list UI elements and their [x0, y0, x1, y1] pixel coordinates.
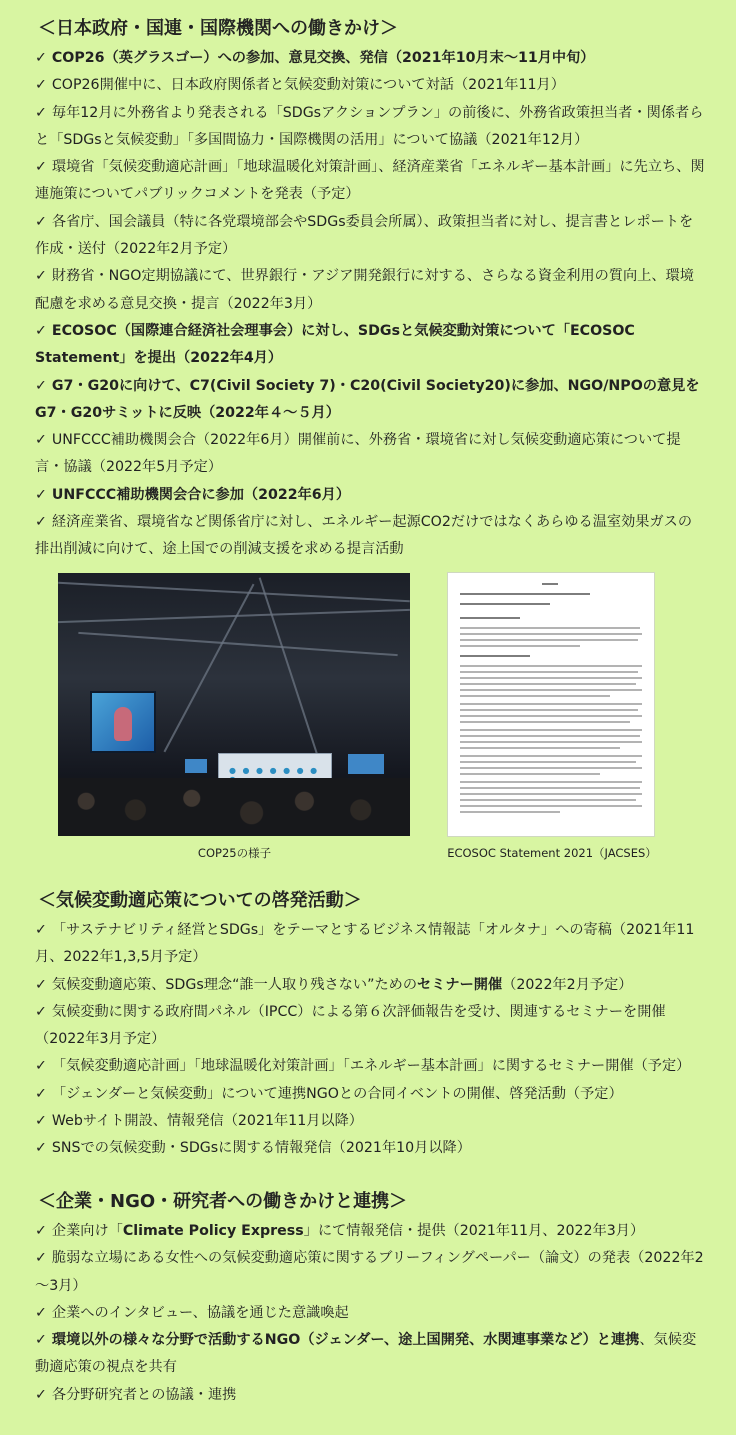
- item-text: 「気候変動適応計画」「地球温暖化対策計画」「エネルギー基本計画」に関するセミナー開催（予定）: [51, 1058, 691, 1075]
- list-item: [35, 482, 705, 509]
- list-item: [35, 209, 705, 264]
- check-icon: ✓: [35, 486, 47, 503]
- item-text-post: 、気候変動適応策の視点を共有: [35, 1332, 697, 1376]
- list-item: [35, 263, 705, 318]
- list-item: [35, 917, 705, 972]
- item-text: G7・G20に向けて、C7(Civil Society 7)・C20(Civil Society20)に参加、NGO/NPOの意見をG7・G20サミットに反映（2022年４～５月）: [35, 377, 700, 421]
- photo-caption: COP25の様子: [197, 846, 272, 860]
- check-icon: ✓: [35, 514, 47, 531]
- list-item: [35, 1327, 705, 1382]
- check-icon: ✓: [35, 1332, 47, 1349]
- item-text: UNFCCC補助機関会合（2022年6月）開催前に、外務省・環境省に対し気候変動適応策について提言・協議（2022年5月予定）: [35, 432, 681, 476]
- list-item: [35, 154, 705, 209]
- list-item: [35, 999, 705, 1054]
- check-icon: ✓: [35, 1085, 47, 1102]
- list-item: [35, 1245, 705, 1300]
- document-caption: ECOSOC Statement 2021（JACSES）: [447, 846, 657, 860]
- item-text-post: 」にて情報発信・提供（2021年11月、2022年3月）: [303, 1223, 645, 1239]
- list-item: [35, 972, 705, 999]
- section-awareness-activities: [35, 889, 705, 1163]
- item-text: 「サステナビリティ経営とSDGs」をテーマとするビジネス情報誌「オルタナ」への寄稿（2021年11月、2022年1,3,5月予定）: [35, 922, 695, 966]
- item-text: UNFCCC補助機関会合に参加（2022年6月）: [51, 486, 351, 503]
- item-text: 各省庁、国会議員（特に各党環境部会やSDGs委員会所属）、政策担当者に対し、提言書とレポートを作成・送付（2022年2月予定）: [35, 213, 694, 258]
- check-icon: ✓: [35, 1003, 47, 1020]
- check-icon: ✓: [35, 268, 47, 285]
- check-icon: ✓: [35, 1058, 47, 1075]
- item-text-pre: 企業向け「: [51, 1223, 123, 1239]
- item-text: COP26（英グラスゴー）への参加、意見交換、発信（2021年10月末〜11月中旬）: [51, 50, 595, 66]
- item-text-strong: セミナー開催: [417, 976, 503, 993]
- list-item: [35, 318, 705, 373]
- check-icon: ✓: [35, 159, 47, 176]
- item-text-post: （2022年2月予定）: [502, 976, 633, 993]
- section-government-outreach: [35, 17, 705, 564]
- item-text: ECOSOC（国際連合経済社会理事会）に対し、SDGsと気候変動対策について「ECOSOC Statement」を提出（2022年4月）: [35, 322, 635, 367]
- check-icon: ✓: [35, 1304, 47, 1321]
- item-list: [35, 917, 705, 1163]
- item-text: 毎年12月に外務省より発表される「SDGsアクションプラン」の前後に、外務省政策担当者・関係者らと「SDGsと気候変動」「多国間協力・国際機関の活用」について協議（2021年12月）: [35, 104, 704, 148]
- list-item: [35, 45, 705, 72]
- list-item: [35, 1218, 705, 1245]
- statement-document-thumbnail: [448, 573, 654, 836]
- check-icon: ✓: [35, 1140, 47, 1157]
- list-item: [35, 1382, 705, 1409]
- check-icon: ✓: [35, 1113, 47, 1130]
- item-list: [35, 1218, 705, 1409]
- section-partnerships: [35, 1190, 705, 1409]
- list-item: [35, 1053, 705, 1080]
- list-item: [35, 373, 705, 428]
- check-icon: ✓: [35, 377, 47, 394]
- check-icon: ✓: [35, 1223, 47, 1239]
- item-text-strong: Climate Policy Express: [122, 1223, 304, 1239]
- check-icon: ✓: [35, 213, 47, 230]
- check-icon: ✓: [35, 322, 47, 339]
- item-list: [35, 45, 705, 564]
- section-heading: ＜気候変動適応策についての啓発活動＞: [38, 890, 362, 911]
- item-text-strong: 環境以外の様々な分野で活動するNGO（ジェンダー、途上国開発、水関連事業など）と連携: [51, 1332, 640, 1349]
- section-heading: ＜日本政府・国連・国際機関への働きかけ＞: [38, 18, 398, 39]
- item-text: 各分野研究者との協議・連携: [51, 1386, 237, 1403]
- item-text-pre: 気候変動適応策、SDGs理念“誰一人取り残さない”ための: [51, 976, 418, 993]
- list-item: [35, 509, 705, 564]
- list-item: [35, 1081, 705, 1108]
- item-text: SNSでの気候変動・SDGsに関する情報発信（2021年10月以降）: [51, 1140, 471, 1157]
- list-item: [35, 1135, 705, 1162]
- item-text: 脆弱な立場にある女性への気候変動適応策に関するブリーフィングペーパー（論文）の発表（2022年2～3月）: [35, 1250, 704, 1294]
- list-item: [35, 427, 705, 482]
- item-text: Webサイト開設、情報発信（2021年11月以降）: [51, 1113, 363, 1130]
- check-icon: ✓: [35, 50, 47, 66]
- item-text: 「ジェンダーと気候変動」について連携NGOとの合同イベントの開催、啓発活動（予定）: [51, 1085, 623, 1102]
- document-figure: [428, 573, 676, 861]
- item-text: 企業へのインタビュー、協議を通じた意識喚起: [51, 1304, 349, 1321]
- item-text: 気候変動に関する政府間パネル（IPCC）による第６次評価報告を受け、関連するセミナーを開催（2022年3月予定）: [35, 1003, 666, 1048]
- item-text: 財務省・NGO定期協議にて、世界銀行・アジア開発銀行に対する、さらなる資金利用の質向上、環境配慮を求める意見交換・提言（2022年3月）: [35, 268, 694, 312]
- list-item: [35, 1300, 705, 1327]
- section-heading: ＜企業・NGO・研究者への働きかけと連携＞: [38, 1191, 408, 1212]
- check-icon: ✓: [35, 432, 47, 449]
- list-item: [35, 100, 705, 155]
- check-icon: ✓: [35, 922, 47, 938]
- check-icon: ✓: [35, 1250, 47, 1267]
- item-text: 経済産業省、環境省など関係省庁に対し、エネルギー起源CO2だけではなくあらゆる温室効果ガスの排出削減に向けて、途上国での削減支援を求める提言活動: [35, 514, 693, 558]
- conference-hall-photo: ● ● ● ● ● ● ●: [58, 573, 410, 836]
- list-item: [35, 1108, 705, 1135]
- check-icon: ✓: [35, 77, 47, 94]
- check-icon: ✓: [35, 976, 47, 993]
- list-item: [35, 72, 705, 99]
- check-icon: ✓: [35, 1386, 47, 1403]
- check-icon: ✓: [35, 104, 47, 121]
- photo-figure: [58, 573, 411, 861]
- item-text: COP26開催中に、日本政府関係者と気候変動対策について対話（2021年11月）: [51, 77, 565, 94]
- item-text: 環境省「気候変動適応計画」「地球温暖化対策計画」、経済産業省「エネルギー基本計画」に先立ち、関連施策についてパブリックコメントを発表（予定）: [35, 159, 705, 203]
